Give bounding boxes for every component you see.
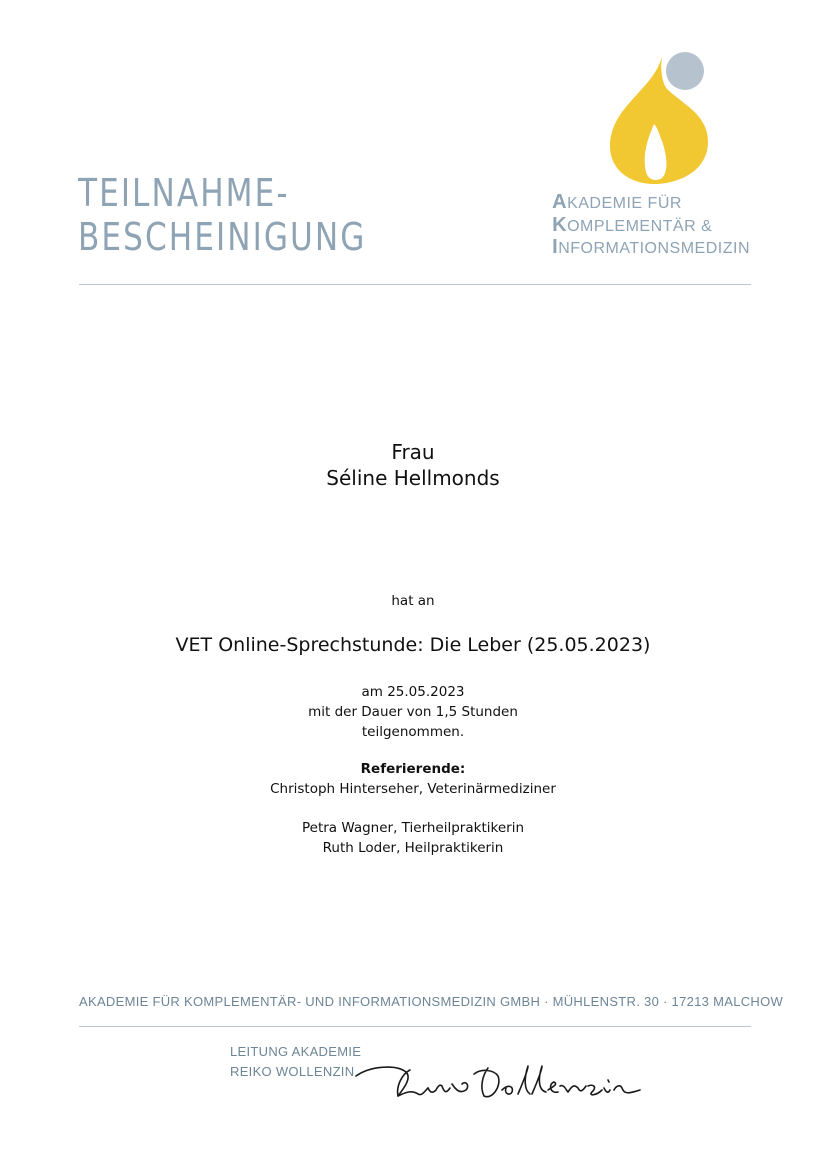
title-line-2: BESCHEINIGUNG: [78, 215, 367, 259]
speakers-heading: Referierende:: [360, 761, 466, 777]
leader-name: REIKO WOLLENZIN: [230, 1064, 355, 1079]
academy-name-line-3: INFORMATIONSMEDIZIN: [552, 236, 750, 258]
academy-name: [552, 192, 750, 260]
speaker-entry: Petra Wagner, Tierheilpraktikerin: [301, 820, 524, 836]
recipient-salutation: Frau: [391, 440, 435, 464]
event-date: am 25.05.2023: [361, 684, 465, 700]
speakers-block: [0, 759, 826, 858]
header-divider: [79, 284, 751, 285]
academy-name-line-2: KOMPLEMENTÄR &: [552, 213, 713, 236]
footer-divider: [79, 1026, 751, 1027]
certificate-title: [78, 171, 366, 259]
recipient-block: [0, 439, 826, 491]
event-closing: teilgenommen.: [361, 724, 465, 740]
speaker-entry: Christoph Hinterseher, Veterinärmediziner: [270, 781, 556, 797]
drop-logo-icon: [604, 50, 708, 188]
academy-name-line-1: AKADEMIE FÜR: [552, 191, 682, 213]
event-duration: mit der Dauer von 1,5 Stunden: [308, 704, 518, 720]
speaker-spacer: [0, 799, 826, 818]
event-title: VET Online-Sprechstunde: Die Leber (25.05.2023): [175, 634, 651, 656]
recipient-name: Séline Hellmonds: [326, 466, 500, 490]
footer-address: AKADEMIE FÜR KOMPLEMENTÄR- UND INFORMATIONSMEDIZIN GMBH · MÜHLENSTR. 30 · 17213 MALCHOW: [79, 994, 784, 1009]
speaker-entry: Ruth Loder, Heilpraktikerin: [322, 840, 504, 856]
leader-block: [230, 1042, 361, 1082]
intro-text: hat an: [391, 593, 435, 609]
leader-role: LEITUNG AKADEMIE: [230, 1044, 362, 1059]
signature-icon: [352, 1056, 644, 1106]
event-details: [0, 682, 826, 742]
title-line-1: TEILNAHME-: [78, 171, 290, 215]
